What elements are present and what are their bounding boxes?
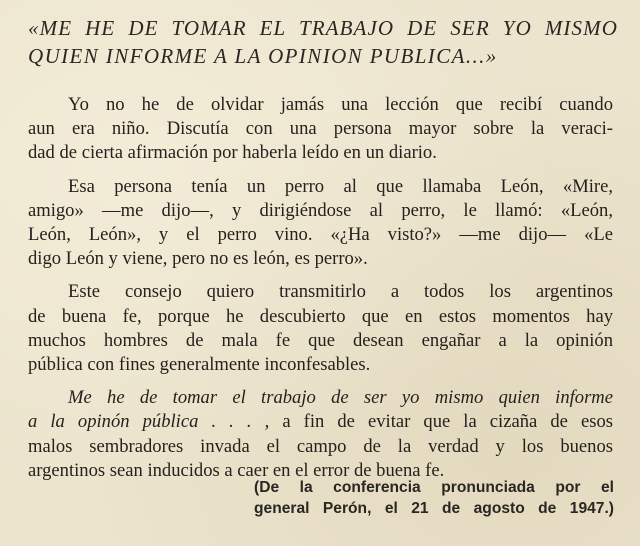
paragraph-3 [28, 280, 613, 377]
roman-fragment: a fin de evitar que la cizaña de esos [269, 411, 613, 433]
paragraph-2 [28, 175, 613, 272]
paragraph-1 [28, 93, 613, 166]
text-line: argentinos sean inducidos a caer en el error de buena fe. [28, 459, 445, 481]
text-line: digo León y viene, pero no es león, es perro». [28, 248, 368, 270]
text-line-mixed [28, 410, 613, 434]
heading-line-1: «ME HE DE TOMAR EL TRABAJO DE SER YO MISMO [28, 16, 618, 40]
italic-fragment: a la opinón pública . . . , [28, 411, 270, 433]
text-line: aun era niño. Discutía con una persona mayor sobre la veraci- [28, 118, 613, 140]
quote-heading [28, 14, 618, 70]
heading-line-2: QUIEN INFORME A LA OPINION PUBLICA...» [28, 44, 498, 68]
text-line: malos sembradores invada el campo de la verdad y los buenos [28, 435, 613, 457]
text-line: pública con fines generalmente inconfesables. [28, 354, 371, 376]
source-citation [254, 477, 614, 519]
paragraph-4 [28, 386, 613, 483]
text-line: muchos hombres de mala fe que desean engañar a la opinión [28, 329, 613, 351]
text-line: de buena fe, porque he descubierto que en estos momentos hay [28, 305, 613, 327]
citation-line-1: (De la conferencia pronunciada por el [254, 479, 614, 496]
text-line: Este consejo quiero transmitirlo a todos los argentinos [68, 281, 613, 303]
text-line: amigo» —me dijo—, y dirigiéndose al perro, le llamó: «León, [28, 199, 613, 221]
text-line: dad de cierta afirmación por haberla leído en un diario. [28, 142, 437, 164]
text-line: Yo no he de olvidar jamás una lección que recibí cuando [68, 94, 613, 115]
body-text [28, 93, 613, 492]
citation-line-2: general Perón, el 21 de agosto de 1947.) [254, 500, 614, 517]
text-line: Esa persona tenía un perro al que llamaba León, «Mire, [68, 175, 613, 197]
text-line: León, León», y el perro vino. «¿Ha visto?» —me dijo— «Le [28, 224, 613, 246]
text-line-italic: Me he de tomar el trabajo de ser yo mismo quien informe [68, 387, 613, 409]
